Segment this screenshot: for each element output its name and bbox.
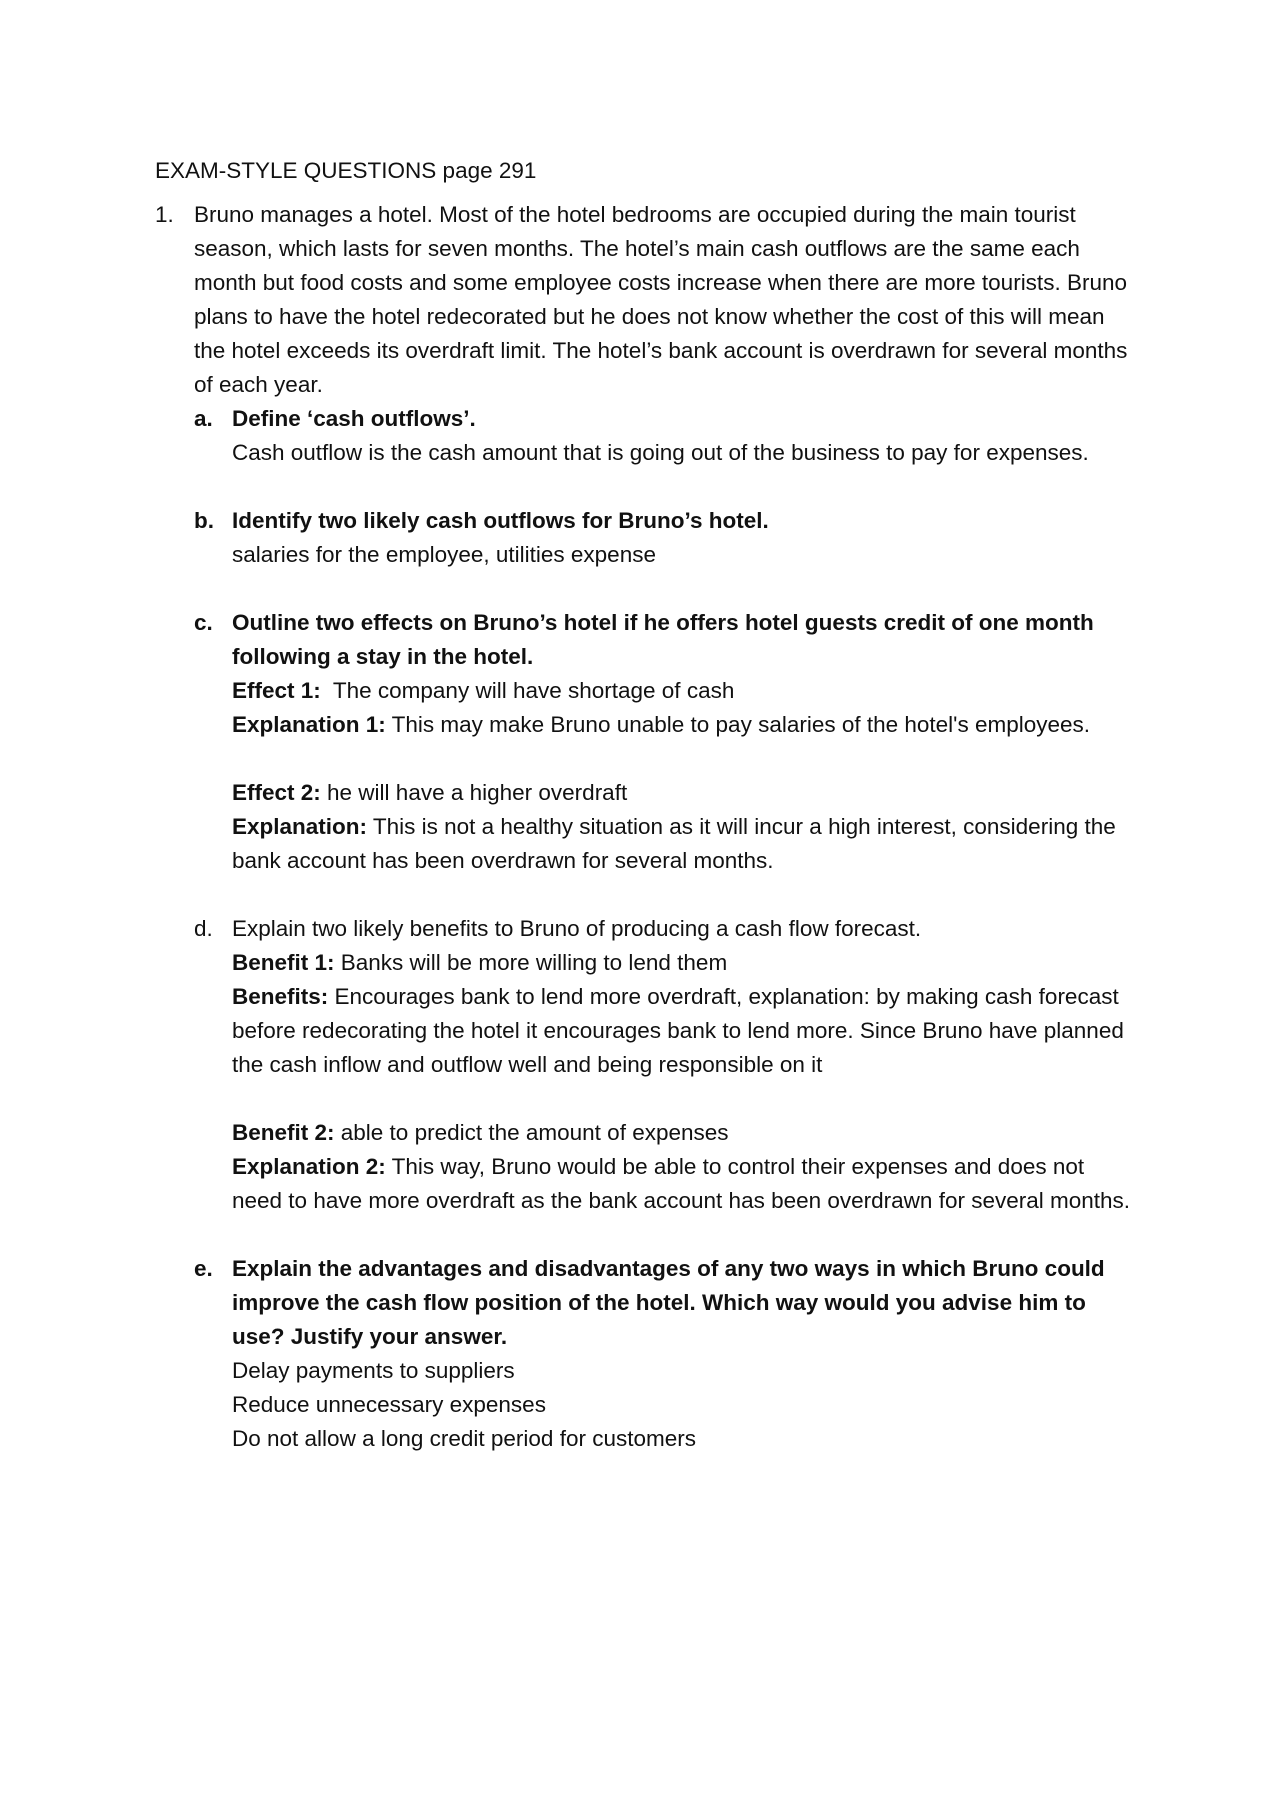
part-c-effect-1	[232, 674, 1135, 708]
part-d-letter: d.	[194, 916, 213, 941]
benefit-2-label: Benefit 2:	[232, 1120, 335, 1145]
part-c-explanation-2	[232, 810, 1135, 878]
part-d-benefits	[232, 980, 1135, 1082]
part-d-benefit-2	[232, 1116, 1135, 1150]
spacer	[232, 742, 1135, 776]
part-e-answer-3: Do not allow a long credit period for customers	[232, 1426, 696, 1451]
spacer	[232, 1082, 1135, 1116]
part-e	[194, 1252, 1135, 1456]
effect-1-text: The company will have shortage of cash	[320, 678, 735, 703]
part-a-letter: a.	[194, 406, 213, 431]
benefit-1-text: Banks will be more willing to lend them	[334, 950, 728, 975]
part-e-letter: e.	[194, 1256, 213, 1281]
part-a-prompt: Define ‘cash outflows’.	[232, 406, 476, 431]
explanation-2-text: This is not a healthy situation as it will incur a high interest, considering the bank account has been overdrawn for several months.	[232, 814, 1123, 873]
benefits-label: Benefits:	[232, 984, 329, 1009]
part-e-answer-2: Reduce unnecessary expenses	[232, 1392, 546, 1417]
part-c-explanation-1	[232, 708, 1135, 742]
spacer	[194, 572, 1135, 606]
spacer	[194, 1218, 1135, 1252]
part-a-answer: Cash outflow is the cash amount that is going out of the business to pay for expenses.	[232, 440, 1089, 465]
explanation-1-text: This may make Bruno unable to pay salaries of the hotel's employees.	[385, 712, 1091, 737]
part-a	[194, 402, 1135, 470]
explanation-2-label: Explanation 2:	[232, 1154, 386, 1179]
part-c-effect-2	[232, 776, 1135, 810]
effect-2-text: he will have a higher overdraft	[320, 780, 628, 805]
part-b-prompt: Identify two likely cash outflows for Bruno’s hotel.	[232, 508, 769, 533]
spacer	[194, 470, 1135, 504]
part-b-letter: b.	[194, 508, 214, 533]
part-b	[194, 504, 1135, 572]
part-d-explanation-2	[232, 1150, 1135, 1218]
part-b-answer: salaries for the employee, utilities expense	[232, 542, 656, 567]
part-d-benefit-1	[232, 946, 1135, 980]
explanation-2-text: This way, Bruno would be able to control their expenses and does not need to have more overdraft as the bank account has been overdrawn for several months.	[232, 1154, 1131, 1213]
benefit-1-label: Benefit 1:	[232, 950, 335, 975]
question-number: 1.	[155, 202, 174, 227]
benefits-text: Encourages bank to lend more overdraft, explanation: by making cash forecast before redecorating the hotel it encourages bank to lend more. Since Bruno have planned the cash inflow and outflow well and being responsible on it	[232, 984, 1131, 1077]
part-c-prompt: Outline two effects on Bruno’s hotel if he offers hotel guests credit of one month following a stay in the hotel.	[232, 610, 1094, 669]
explanation-1-label: Explanation 1:	[232, 712, 386, 737]
document-content	[155, 154, 1135, 1456]
explanation-2-label: Explanation:	[232, 814, 368, 839]
page-heading: EXAM-STYLE QUESTIONS page 291	[155, 158, 537, 183]
part-c-letter: c.	[194, 610, 213, 635]
part-e-answer-1: Delay payments to suppliers	[232, 1358, 515, 1383]
question-1	[155, 198, 1135, 1456]
effect-2-label: Effect 2:	[232, 780, 321, 805]
part-d-prompt: Explain two likely benefits to Bruno of producing a cash flow forecast.	[232, 916, 922, 941]
question-text: Bruno manages a hotel. Most of the hotel bedrooms are occupied during the main tourist season, which lasts for seven months. The hotel’s main cash outflows are the same each month but food costs and some employee costs increase when there are more tourists. Bruno plans to have the hotel redecorated but he does not know whether the cost of this will mean the hotel exceeds its overdraft limit. The hotel’s bank account is overdrawn for several months of each year.	[194, 202, 1128, 397]
effect-1-label: Effect 1:	[232, 678, 321, 703]
part-c	[194, 606, 1135, 878]
part-d	[194, 912, 1135, 1218]
spacer	[194, 878, 1135, 912]
benefit-2-text: able to predict the amount of expenses	[334, 1120, 729, 1145]
part-e-prompt: Explain the advantages and disadvantages of any two ways in which Bruno could improve the cash flow position of the hotel. Which way would you advise him to use? Justify your answer.	[232, 1256, 1105, 1349]
